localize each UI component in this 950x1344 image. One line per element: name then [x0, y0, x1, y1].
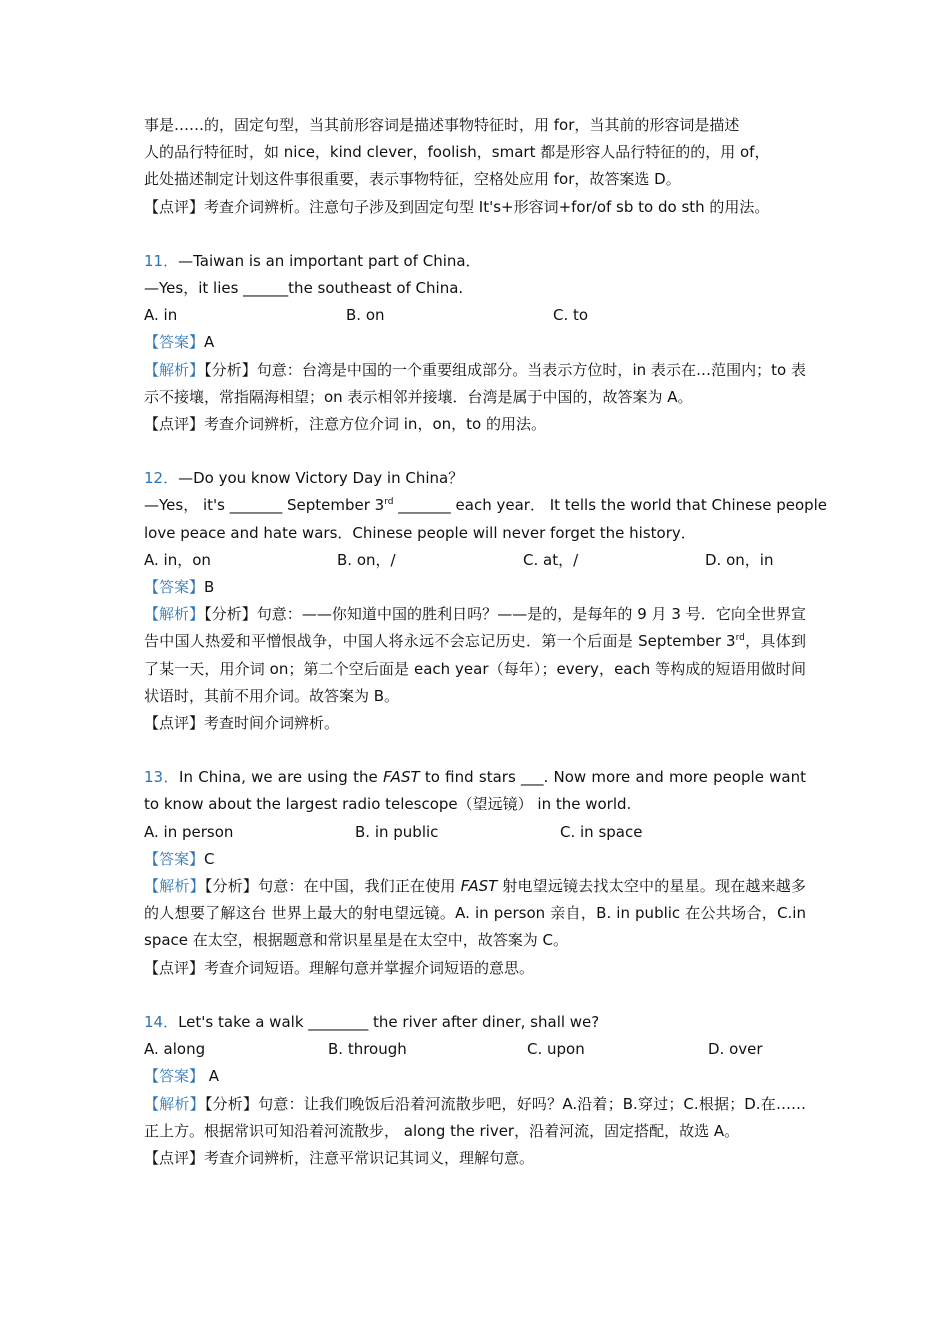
analysis-text: 【分析】句意：让我们晚饭后沿着河流散步吧，好吗？A.沿着；B.穿过；C.根据；D.在……正上方。根据常识可知沿着河流散步， along the river，沿着河流，固定搭配，故选 A。 — [144, 1094, 806, 1140]
options-row — [144, 819, 806, 846]
comment-text: 【点评】考查介词短语。理解句意并掌握介词短语的意思。 — [144, 958, 535, 977]
answer-value: A — [204, 1067, 220, 1086]
comment-text: 【点评】考查时间介词辨析。 — [144, 714, 340, 733]
intro-comment: 【点评】考查介词辨析。注意句子涉及到固定句型 It's+形容词+for/of sb to do sth 的用法。 — [144, 197, 770, 216]
option-a: A. in person — [144, 822, 234, 841]
question-text: —Do you know Victory Day in China？ — [178, 469, 464, 488]
document-page — [144, 112, 828, 1172]
question-number: 13． — [144, 768, 180, 787]
option-c: C. to — [553, 306, 589, 325]
answer-label: 【答案】 — [144, 1067, 205, 1086]
question-text: —Taiwan is an important part of China． — [178, 251, 481, 270]
option-a: A. in — [144, 306, 178, 325]
intro-line: 人的品行特征时，如 nice，kind clever，foolish，smart 都是形容人品行特征的的，用 of， — [144, 143, 770, 162]
options-row — [144, 302, 806, 329]
analysis-text: 【分析】句意：台湾是中国的一个重要组成部分。当表示方位时，in 表示在…范围内；to 表示不接壤，常指隔海相望；on 表示相邻并接壤．台湾是属于中国的，故答案为 A。 — [144, 360, 806, 406]
question-number: 14． — [144, 1012, 179, 1031]
question-text: In China, we are using the — [179, 768, 383, 787]
option-c: C. in space — [560, 822, 643, 841]
question-12 — [144, 465, 828, 737]
option-d: D. over — [708, 1040, 763, 1059]
question-text: love peace and hate wars．Chinese people will never forget the history． — [144, 523, 696, 542]
superscript: rd — [384, 497, 394, 508]
question-text: —Yes，it lies ______the southeast of China. — [144, 279, 464, 298]
analysis-label: 【解析】 — [144, 877, 205, 896]
answer-value: B — [204, 578, 215, 597]
fast-term: FAST — [382, 768, 420, 787]
answer-label: 【答案】 — [144, 333, 205, 352]
analysis-label: 【解析】 — [144, 605, 205, 624]
option-c: C. upon — [527, 1040, 585, 1059]
superscript: rd — [735, 633, 745, 644]
question-11 — [144, 248, 806, 438]
question-text: _______ each year． It tells the world that Chinese people — [393, 496, 828, 515]
analysis-text: 射电望远镜去找太空中的星星。现在越来越多的人想要了解这台 世界上最大的射电望远镜。A. in person 亲自，B. in public 在公共场合，C.in space 在太空，根据题意和常识星星是在太空中，故答案为 C。 — [144, 877, 806, 950]
question-text: —Yes， it's _______ September 3 — [144, 496, 385, 515]
answer-value: A — [204, 333, 215, 352]
intro-explanation — [144, 112, 806, 194]
option-b: B. in public — [355, 822, 439, 841]
option-a: A. along — [144, 1040, 206, 1059]
answer-value: C — [204, 849, 215, 868]
analysis-text: 【分析】句意：——你知道中国的胜利日吗？——是的，是每年的 9 月 3 号．它向全世界宣告中国人热爱和平憎恨战争，中国人将永远不会忘记历史．第一个后面是 September 3 — [144, 605, 806, 651]
question-text: to find stars ___. Now more and more people want to know about the largest radio telescope（望远镜） in the world. — [144, 768, 807, 814]
analysis-label: 【解析】 — [144, 1094, 205, 1113]
option-d: D. on，in — [705, 550, 774, 569]
question-number: 11． — [144, 251, 179, 270]
option-b: B. on — [346, 306, 385, 325]
analysis-label: 【解析】 — [144, 360, 205, 379]
answer-label: 【答案】 — [144, 849, 205, 868]
option-b: B. through — [328, 1040, 407, 1059]
options-row — [144, 1036, 806, 1063]
option-b: B. on，/ — [337, 550, 396, 569]
question-text: Let's take a walk ________ the river after diner, shall we? — [178, 1012, 600, 1031]
analysis-text: ，具体到了某一天，用介词 on；第二个空后面是 each year（每年）；every，each 等构成的短语用做时间状语时，其前不用介词。故答案为 B。 — [144, 632, 806, 705]
intro-line: 此处描述制定计划这件事很重要，表示事物特征，空格处应用 for，故答案选 D。 — [144, 170, 681, 189]
options-row — [144, 547, 806, 574]
comment-text: 【点评】考查介词辨析，注意方位介词 in，on，to 的用法。 — [144, 415, 546, 434]
option-a: A. in，on — [144, 550, 211, 569]
comment-text: 【点评】考查介词辨析，注意平常识记其词义，理解句意。 — [144, 1148, 535, 1167]
question-number: 12． — [144, 469, 179, 488]
answer-label: 【答案】 — [144, 578, 205, 597]
fast-term: FAST — [460, 877, 498, 896]
option-c: C. at，/ — [523, 550, 579, 569]
question-14 — [144, 1009, 806, 1172]
analysis-text: 【分析】句意：在中国，我们正在使用 — [204, 877, 461, 896]
question-13 — [144, 764, 806, 982]
intro-line: 事是……的，固定句型，当其前形容词是描述事物特征时，用 for，当其前的形容词是描述 — [144, 116, 740, 134]
